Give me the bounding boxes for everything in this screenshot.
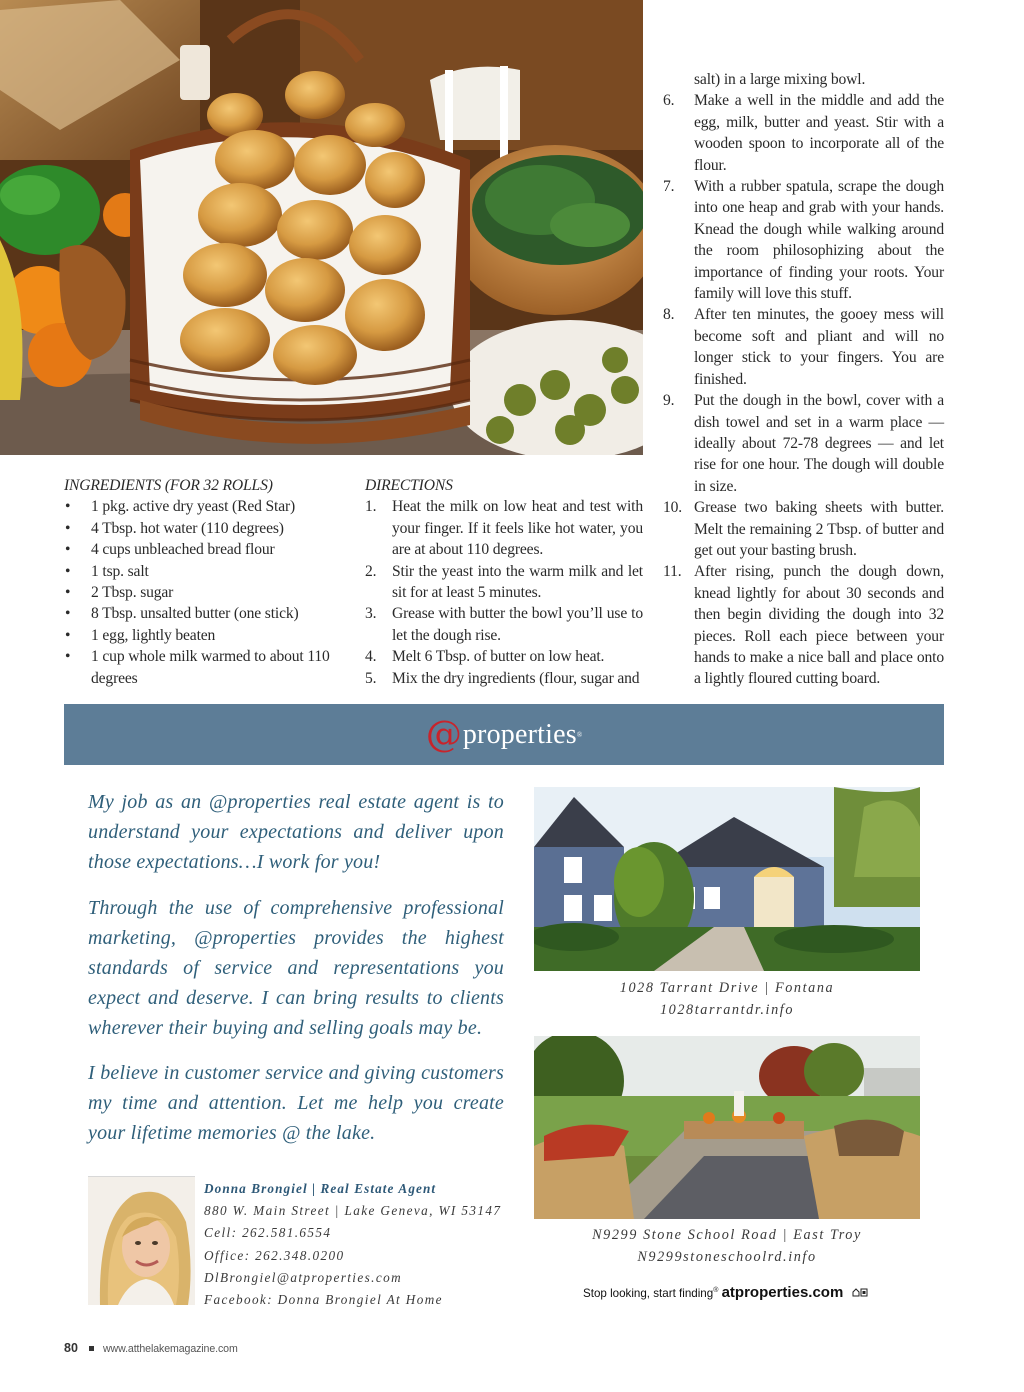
step-number: 5. [365,669,377,687]
pitch-paragraph-1: My job as an @properties real estate agent is to understand your expectations and deliver upon those expectations…I work for you! [88,791,504,873]
tagline-text: Stop looking, start finding [583,1287,714,1300]
ingredient-item [64,496,354,517]
direction-step [663,390,944,497]
directions-continued-section [663,69,944,690]
ingredient-item [64,539,354,560]
ingredient-text: 1 egg, lightly beaten [91,626,216,644]
step-number: 7. [663,178,675,196]
page-number: 80 [64,1341,78,1355]
step-number: 8. [663,306,675,324]
bread-basket-photo [0,0,643,455]
step-text: Grease with butter the bowl you’ll use to let the dough rise. [392,605,643,644]
agent-contact-block [204,1178,501,1311]
step-number: 6. [663,92,675,110]
ingredient-item [64,625,354,646]
logo-at-sign: @ [425,713,462,755]
agent-cell[interactable]: Cell: 262.581.6554 [204,1225,332,1241]
listing-2-url[interactable]: N9299stoneschoolrd.info [637,1249,817,1265]
bullet-icon: • [65,519,71,537]
step-text: Mix the dry ingredients (flour, sugar and [392,669,640,687]
bullet-icon: • [65,648,71,666]
ingredient-item [64,561,354,582]
step-text: Grease two baking sheets with butter. Melt the remaining 2 Tbsp. of butter and get out your basting brush. [694,499,944,559]
properties-logo [64,704,944,765]
agent-address: 880 W. Main Street | Lake Geneva, WI 53147 [204,1203,502,1219]
direction-step [663,304,944,390]
ingredient-item [64,518,354,539]
directions-section [365,475,643,689]
direction-step [365,496,643,560]
bullet-icon: • [65,605,71,623]
direction-step [365,561,643,604]
step-text: Make a well in the middle and add the egg, milk, butter and yeast. Stir with a wooden spoon to incorporate all of the flour. [694,92,944,174]
direction-step [663,561,944,689]
direction-step [365,603,643,646]
agent-office[interactable]: Office: 262.348.0200 [204,1247,345,1263]
footer-url[interactable]: www.atthelakemagazine.com [103,1343,238,1355]
directions-heading: DIRECTIONS [365,477,453,494]
bullet-icon: • [65,626,71,644]
logo-registered-mark: ® [576,730,583,739]
step-number: 10. [663,499,683,517]
bullet-icon: • [65,541,71,559]
step-number: 9. [663,392,675,410]
properties-banner [64,704,944,765]
direction-5-continued: salt) in a large mixing bowl. [694,71,866,88]
footer-square-divider [89,1346,94,1351]
ingredient-text: 1 cup whole milk warmed to about 110 degrees [91,648,330,687]
ad-tagline [583,1284,868,1301]
directions-list-part-1 [365,496,643,689]
tagline-registered-mark: ® [713,1287,719,1295]
directions-list-part-2 [663,90,944,689]
step-text: Stir the yeast into the warm milk and let sit for at least 5 minutes. [392,562,643,602]
listing-2-caption [534,1224,920,1268]
step-number: 3. [365,605,377,623]
listing-2-address: N9299 Stone School Road | East Troy [592,1227,862,1243]
step-number: 11. [663,563,682,581]
pitch-paragraph-3: I believe in customer service and giving customers my time and attention. Let me help you create your lifetime memories @ the lake. [88,1062,504,1144]
ingredients-heading: INGREDIENTS (FOR 32 ROLLS) [64,477,273,494]
ingredient-item [64,603,354,624]
step-text: Put the dough in the bowl, cover with a dish towel and set in a warm place — ideally about 72-78 degrees — and let rise for one hour. The dough will double in size. [694,392,944,495]
step-text: Heat the milk on low heat and test with your finger. If it feels like hot water, you are at about 110 degrees. [392,498,643,559]
step-text: After ten minutes, the gooey mess will become soft and pliant and will no longer stick to your fingers. You are finished. [694,306,944,388]
ingredient-text: 2 Tbsp. sugar [91,584,174,602]
bullet-icon: • [65,498,71,516]
ingredient-text: 4 Tbsp. hot water (110 degrees) [91,519,284,537]
ingredients-section [64,475,354,689]
direction-step [663,176,944,304]
patio-illustration [534,1036,920,1219]
bullet-icon: • [65,584,71,602]
direction-step [663,90,944,176]
listing-photo-stone-school-road [534,1036,920,1219]
step-number: 4. [365,648,377,666]
logo-wordmark: properties [462,718,577,750]
listing-1-address: 1028 Tarrant Drive | Fontana [619,980,835,996]
bullet-icon: • [65,562,71,580]
bread-basket-illustration [0,0,643,455]
agent-email[interactable]: DlBrongiel@atproperties.com [204,1269,403,1285]
direction-step [663,497,944,561]
step-number: 1. [365,498,377,516]
agent-facebook[interactable]: Facebook: Donna Brongiel At Home [204,1292,443,1308]
ingredient-text: 1 tsp. salt [91,562,149,580]
ingredient-text: 4 cups unbleached bread flour [91,541,275,559]
listing-1-caption [534,977,920,1021]
listing-photo-tarrant-drive [534,787,920,971]
agent-portrait [88,1177,195,1305]
agent-name-title: Donna Brongiel | Real Estate Agent [204,1181,437,1196]
tagline-brand-url[interactable]: atproperties.com [721,1284,844,1301]
ingredient-text: 1 pkg. active dry yeast (Red Star) [91,498,296,516]
house-illustration [534,787,920,971]
step-text: Melt 6 Tbsp. of butter on low heat. [392,648,605,666]
step-number: 2. [365,562,377,580]
ingredient-item [64,582,354,603]
pitch-paragraph-2: Through the use of comprehensive professional marketing, @properties provides the highest standards of service and representations you expect and deserve. I can bring results to clients wherever their buying and selling goals may be. [88,897,504,1039]
ingredients-list [64,496,354,689]
direction-step [365,646,643,667]
equal-housing-realtor-icon [852,1287,868,1300]
direction-step [365,668,643,689]
listing-1-url[interactable]: 1028tarrantdr.info [659,1002,795,1018]
agent-portrait-illustration [88,1177,195,1305]
step-text: After rising, punch the dough down, knead lightly for about 30 seconds and then begin dividing the dough into 32 pieces. Roll each piece between your hands to make a nice ball and place onto a lightly floured cutting board. [694,563,944,688]
ingredient-item [64,646,354,689]
step-text: With a rubber spatula, scrape the dough into one heap and grab with your hands. Knead the dough while walking around the room philosophizing about the importance of finding your roots. Your family will love this stuff. [694,178,944,303]
ingredient-text: 8 Tbsp. unsalted butter (one stick) [91,605,299,623]
